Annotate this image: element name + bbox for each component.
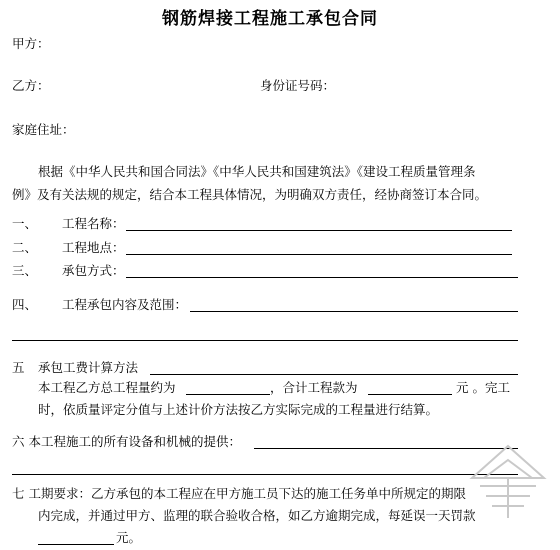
penalty-blank-line [38, 544, 114, 545]
item-3-label: 承包方式： [62, 263, 125, 278]
party-b-label: 乙方： [12, 78, 50, 93]
item-5-label: 承包工费计算方法 [38, 360, 139, 375]
document-title: 钢筋焊接工程施工承包合同 [162, 9, 378, 29]
item-3-number: 三、 [12, 263, 38, 278]
item-7-line-3: 元。 [116, 530, 142, 545]
party-a-label: 甲方： [12, 36, 50, 51]
item-5-number: 五 [12, 360, 25, 375]
item-1-number: 一、 [12, 216, 38, 231]
item-2-number: 二、 [12, 240, 38, 255]
item-5-line-1a: 本工程乙方总工程量约为 [38, 380, 176, 395]
item-5-blank-line [150, 374, 518, 375]
item-2-blank-line [126, 254, 512, 255]
item-5-line-2: 时，依质量评定分值与上述计价方法按乙方实际完成的工程量进行结算。 [38, 402, 439, 417]
item-2-label: 工程地点： [62, 240, 125, 255]
address-label: 家庭住址： [12, 122, 75, 137]
quantity-blank-line [186, 394, 270, 395]
watermark-logo-icon [462, 438, 554, 530]
item-3-blank-line [126, 277, 518, 278]
intro-line-2: 例》及有关法规的规定，结合本工程具体情况，为明确双方责任，经协商签订本合同。 [12, 187, 488, 202]
item-6-text: 六 本工程施工的所有设备和机械的提供： [12, 434, 241, 449]
item-4-number: 四、 [12, 297, 38, 312]
item-1-label: 工程名称： [62, 216, 125, 231]
item-4-label: 工程承包内容及范围： [62, 297, 188, 312]
item-5-line-1b: ，合计工程款为 [270, 380, 358, 395]
item-7-line-1: 七 工期要求：乙方承包的本工程应在甲方施工员下达的施工任务单中所规定的期限 [12, 486, 466, 501]
item-1-blank-line [126, 230, 512, 231]
id-number-label: 身份证号码： [260, 78, 336, 93]
amount-blank-line [368, 394, 452, 395]
item-5-line-1c: 元 。完工 [456, 380, 510, 395]
item-6-blank-line-2 [12, 474, 518, 475]
item-7-line-2: 内完成，并通过甲方、监理的联合验收合格，如乙方逾期完成，每延误一天罚款 [38, 508, 476, 523]
item-4-blank-line [190, 311, 518, 312]
intro-line-1: 根据《中华人民共和国合同法》《中华人民共和国建筑法》《建设工程质量管理条 [38, 164, 476, 179]
item-4-blank-line-2 [12, 340, 518, 341]
